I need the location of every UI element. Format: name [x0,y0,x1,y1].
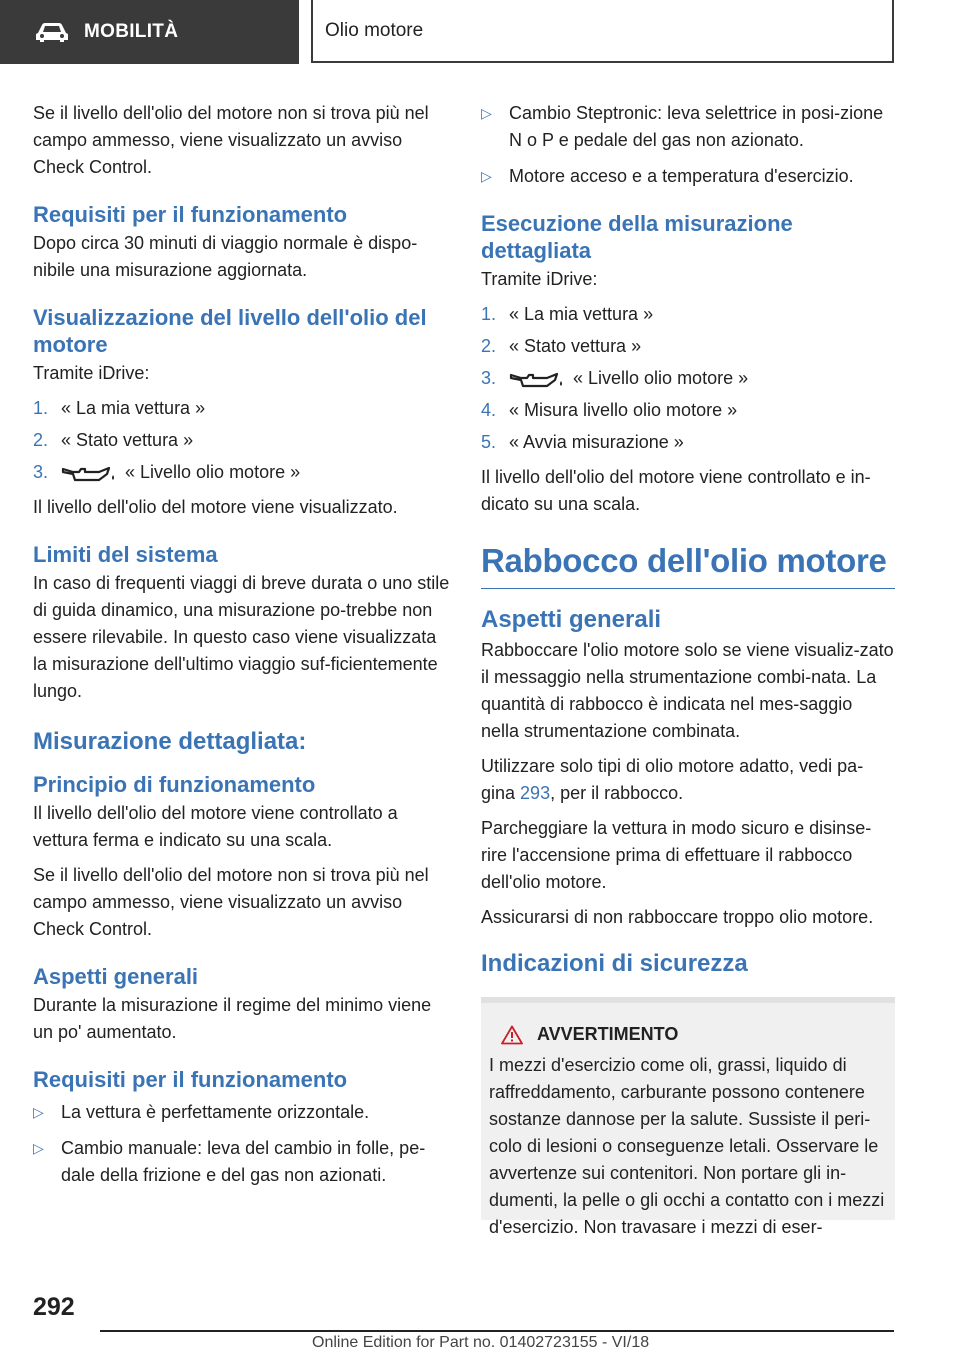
section-tab [0,0,299,64]
list-item: ▷ Motore acceso e a temperatura d'esercizio. [481,163,895,190]
list-item: 1. « La mia vettura » [33,398,206,418]
principle-text-1: Il livello dell'olio del motore viene controllato a vettura ferma e indicato su una scala. [33,803,398,850]
general-text: Durante la misurazione il regime del minimo viene un po' aumentato. [33,995,432,1042]
list-item: 3. « Livello olio motore » [33,462,301,482]
list-item: ▷ Cambio manuale: leva del cambio in folle, pe-dale della frizione e del gas non azionati. [33,1135,453,1189]
safety-heading: Indicazioni di sicurezza [481,950,748,977]
list-item: 2. « Stato vettura » [33,430,194,450]
list-item: 5. « Avvia misurazione » [481,432,684,452]
limits-text: In caso di frequenti viaggi di breve durata o uno stile di guida dinamico, una misurazione po-trebbe non essere rilevabile. In questo caso viene visualizzata la misurazione dell'ultimo viaggio suf-ficientemente lungo. [33,573,450,701]
display-result: Il livello dell'olio del motore viene visualizzato. [33,497,398,517]
list-item: 4. « Misura livello olio motore » [481,400,738,420]
general-text-3: Parcheggiare la vettura in modo sicuro e disinse-rire l'accensione prima di effettuare il rabbocco dell'olio motore. [481,818,872,892]
warning-label: AVVERTIMENTO [537,1024,679,1044]
page-number: 292 [33,1293,75,1321]
car-icon [34,20,70,44]
display-heading: Visualizzazione del livello dell'olio del motore [33,305,427,357]
exec-result: Il livello dell'olio del motore viene controllato e in-dicato su una scala. [481,467,871,514]
section-label: MOBILITÀ [84,21,179,42]
req2-heading: Requisiti per il funzionamento [33,1067,348,1092]
principle-heading: Principio di funzionamento [33,772,316,797]
left-column [33,100,453,1198]
right-column [481,100,895,1237]
oil-can-icon [509,369,565,389]
general-text-4: Assicurarsi di non rabboccare troppo olio motore. [481,907,874,927]
exec-via: Tramite iDrive: [481,269,598,289]
general-heading-right: Aspetti generali [481,606,662,633]
req-heading: Requisiti per il funzionamento [33,202,348,227]
exec-steps [481,301,895,456]
warning-title [489,1021,887,1048]
page-link[interactable]: 293 [520,783,551,803]
general-text-2: Utilizzare solo tipi di olio motore adatto, vedi pa-gina 293, per il rabbocco. [481,756,864,803]
bullet-triangle-icon: ▷ [33,1104,44,1120]
chapter-title: Olio motore [325,19,424,41]
list-item: ▷ Cambio Steptronic: leva selettrice in posi-zione N o P e pedale del gas non azionato. [481,100,895,154]
bullet-triangle-icon: ▷ [481,168,492,184]
oil-can-icon [61,463,117,483]
bullet-triangle-icon: ▷ [481,105,492,121]
warning-box [481,997,895,1237]
req2-list-cont [481,100,895,190]
list-item: 1. « La mia vettura » [481,304,654,324]
footer-divider [100,1330,894,1332]
general-text-1: Rabboccare l'olio motore solo se viene visualiz-zato il messaggio nella strumentazione combi-nata. La quantità di rabbocco è indicata nel mes-saggio nella strumentazione combinata. [481,640,894,741]
limits-heading: Limiti del sistema [33,542,218,567]
display-steps [33,395,453,486]
display-via: Tramite iDrive: [33,363,150,383]
req-text: Dopo circa 30 minuti di viaggio normale è dispo-nibile una misurazione aggiornata. [33,233,418,280]
exec-heading: Esecuzione della misurazione dettagliata [481,211,793,263]
principle-text-2: Se il livello dell'olio del motore non si trova più nel campo ammesso, viene visualizzato un avviso Check Control. [33,865,429,939]
list-item: 3. « Livello olio motore » [481,368,749,388]
intro-text: Se il livello dell'olio del motore non si trova più nel campo ammesso, viene visualizzato un avviso Check Control. [33,103,429,177]
chapter-header [311,0,894,63]
list-item: 2. « Stato vettura » [481,336,642,356]
footer-text: Online Edition for Part no. 01402723155 - VI/18 [312,1334,650,1351]
general-heading: Aspetti generali [33,964,199,989]
list-item: ▷ La vettura è perfettamente orizzontale. [33,1099,453,1126]
refill-heading: Rabbocco dell'olio motore [481,540,895,589]
warning-triangle-icon [501,1025,523,1045]
warning-text: I mezzi d'esercizio come oli, grassi, liquido di raffreddamento, carburante possono contenere sostanze dannose per la salute. Sussiste il peri-colo di lesioni o conseguenze letali. Osservare le avvertenze sui contenitori. Non portare gli in-dumenti, la pelle o gli occhi a contatto con i mezzi d'esercizio. Non travasare i mezzi di eser- [489,1055,885,1237]
req2-list [33,1099,453,1189]
detailed-heading: Misurazione dettagliata: [33,728,307,755]
bullet-triangle-icon: ▷ [33,1140,44,1156]
